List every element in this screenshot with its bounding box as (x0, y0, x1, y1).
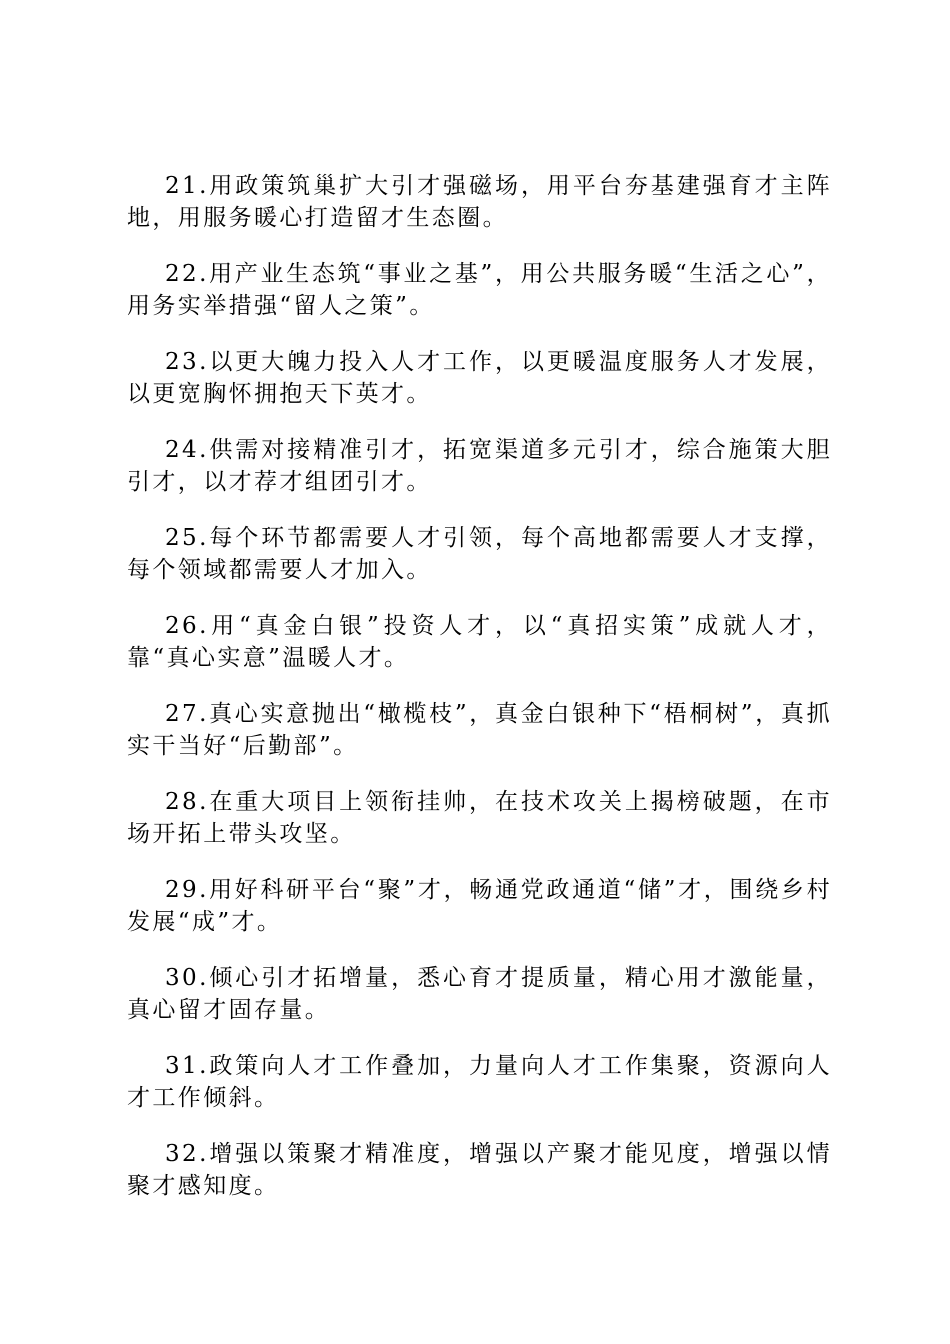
paragraph-29: 29.用好科研平台“聚”才，畅通党政通道“储”才，围绕乡村发展“成”才。 (127, 877, 832, 935)
paragraph-23: 23.以更大魄力投入人才工作，以更暖温度服务人才发展，以更宽胸怀拥抱天下英才。 (127, 349, 832, 407)
paragraph-22: 22.用产业生态筑“事业之基”，用公共服务暖“生活之心”，用务实举措强“留人之策”。 (127, 261, 832, 319)
paragraph-30: 30.倾心引才拓增量，悉心育才提质量，精心用才激能量，真心留才固存量。 (127, 965, 832, 1023)
paragraph-28: 28.在重大项目上领衔挂帅，在技术攻关上揭榜破题，在市场开拓上带头攻坚。 (127, 789, 832, 847)
paragraph-26: 26.用“真金白银”投资人才，以“真招实策”成就人才，靠“真心实意”温暖人才。 (127, 613, 832, 671)
paragraph-32: 32.增强以策聚才精准度，增强以产聚才能见度，增强以情聚才感知度。 (127, 1141, 832, 1199)
document-body (127, 170, 832, 1226)
paragraph-31: 31.政策向人才工作叠加，力量向人才工作集聚，资源向人才工作倾斜。 (127, 1053, 832, 1111)
paragraph-27: 27.真心实意抛出“橄榄枝”，真金白银种下“梧桐树”，真抓实干当好“后勤部”。 (127, 701, 832, 759)
paragraph-25: 25.每个环节都需要人才引领，每个高地都需要人才支撑，每个领域都需要人才加入。 (127, 525, 832, 583)
paragraph-24: 24.供需对接精准引才，拓宽渠道多元引才，综合施策大胆引才，以才荐才组团引才。 (127, 437, 832, 495)
paragraph-21: 21.用政策筑巢扩大引才强磁场，用平台夯基建强育才主阵地，用服务暖心打造留才生态圈。 (127, 173, 832, 231)
